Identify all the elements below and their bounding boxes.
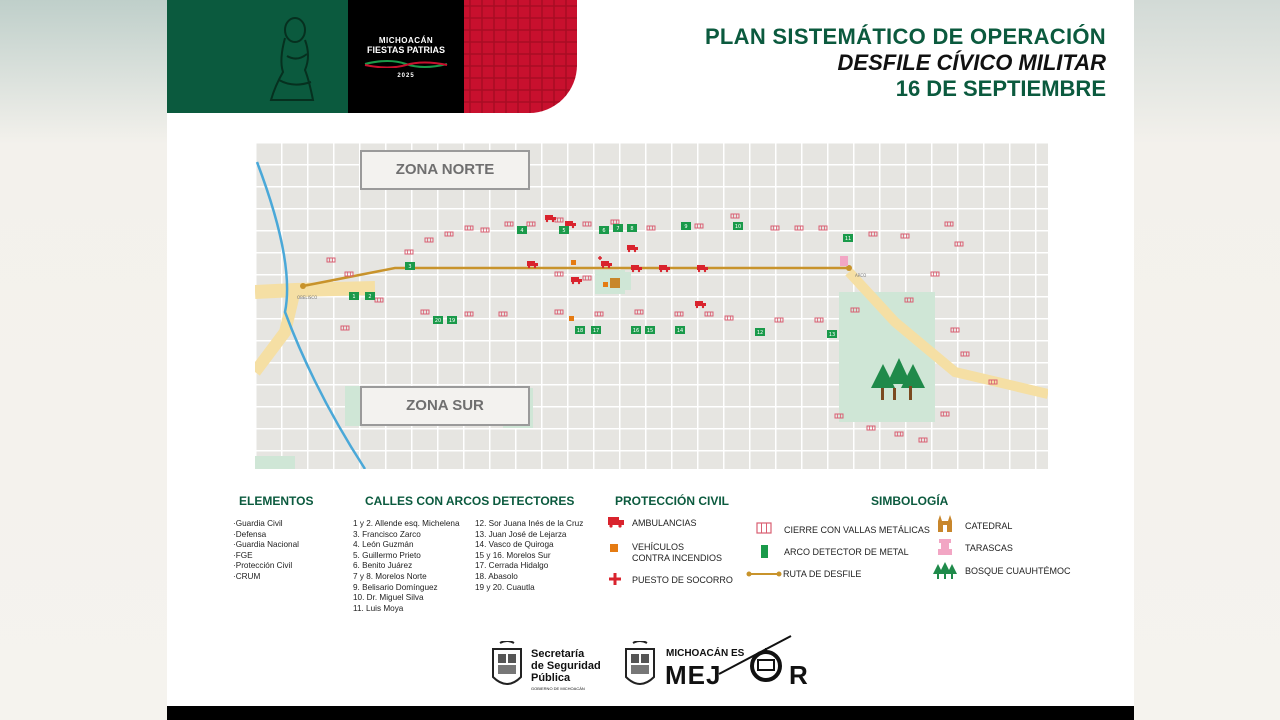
legend-elementos-item: ·CRUM	[233, 571, 261, 581]
legend-tarascas: TARASCAS	[965, 543, 1013, 553]
tarascas-marker-icon	[840, 256, 848, 266]
title-line3: 16 DE SEPTIEMBRE	[895, 76, 1106, 101]
detector-number: 16	[632, 328, 640, 334]
cable-car-icon	[715, 634, 793, 692]
legend-ruta: RUTA DE DESFILE	[783, 569, 862, 579]
legend-calles-col2	[475, 519, 583, 593]
infographic-card	[167, 0, 1134, 720]
legend-calles-title: CALLES CON ARCOS DETECTORES	[365, 494, 575, 508]
fiestas-patrias-logo	[359, 36, 453, 79]
detector-number: 5	[562, 228, 566, 234]
detector-marker	[405, 262, 415, 270]
legend-calle-item: 9. Belisario Domínguez	[353, 582, 438, 592]
bottom-bar	[167, 706, 1134, 720]
tarascas-icon	[935, 537, 955, 557]
legend-calle-item: 3. Francisco Zarco	[353, 529, 421, 539]
detector-number: 2	[368, 294, 372, 300]
fire-truck-marker-icon	[603, 282, 608, 287]
legend-elementos-item: ·Guardia Civil	[233, 519, 283, 528]
legend-bosque: BOSQUE CUAUHTÉMOC	[965, 566, 1071, 576]
legend-calle-item: 17. Cerrada Hidalgo	[475, 561, 549, 571]
mejor-text-left: MEJ	[665, 660, 722, 690]
detector-marker	[843, 234, 853, 242]
ambulance-icon	[607, 516, 625, 528]
detector-number: 11	[844, 236, 852, 242]
detector-marker	[575, 326, 585, 334]
legend-simbologia-title: SIMBOLOGÍA	[871, 494, 949, 508]
legend-elementos-list	[233, 519, 299, 583]
red-pattern-icon	[464, 0, 577, 113]
zone-south-label: ZONA SUR	[360, 386, 530, 426]
trees-icon	[933, 562, 957, 580]
detector-number: 18	[576, 328, 584, 334]
detector-marker	[591, 326, 601, 334]
legend-elementos-item: ·Protección Civil	[233, 561, 293, 571]
legend-calle-item: 6. Benito Juárez	[353, 561, 413, 571]
legend-arco: ARCO DETECTOR DE METAL	[784, 547, 909, 557]
legend-vehiculos-1: VEHÍCULOS	[632, 542, 685, 552]
title-block	[705, 24, 1106, 102]
detector-marker	[433, 316, 443, 324]
detector-number: 1	[352, 294, 356, 300]
michoacan-shield-icon	[490, 641, 524, 691]
legend-calle-item: 1 y 2. Allende esq. Michelena	[353, 519, 460, 528]
cathedral-marker-icon	[610, 278, 620, 288]
ssp-line3: Pública	[531, 672, 571, 684]
legend-calle-item: 18. Abasolo	[475, 571, 518, 581]
fire-truck-marker-icon	[571, 260, 576, 265]
title-line2: DESFILE CÍVICO MILITAR	[837, 50, 1106, 75]
detector-marker	[631, 326, 641, 334]
detector-marker	[755, 328, 765, 336]
detector-number: 7	[616, 226, 620, 232]
cathedral-icon	[935, 513, 955, 533]
legend-calle-item: 12. Sor Juana Inés de la Cruz	[475, 519, 584, 528]
ssp-gov: GOBIERNO DE MICHOACÁN	[531, 686, 585, 691]
first-aid-icon	[608, 572, 622, 586]
michoacan-shield-2-icon	[623, 641, 657, 691]
detector-number: 9	[684, 224, 688, 230]
detector-number: 4	[520, 228, 524, 234]
detector-number: 19	[448, 318, 456, 324]
header-green-panel	[167, 0, 348, 113]
legend-vehiculos-2: CONTRA INCENDIOS	[632, 553, 723, 563]
legend-calle-item: 11. Luis Moya	[353, 603, 404, 613]
detector-marker	[349, 292, 359, 300]
legend-ambulancias: AMBULANCIAS	[632, 518, 697, 528]
logo-line3: 2025	[397, 73, 415, 79]
legend-calles-col1	[353, 519, 460, 614]
legend-calle-item: 14. Vasco de Quiroga	[475, 540, 554, 550]
detector-number: 15	[646, 328, 654, 334]
detector-marker	[447, 316, 457, 324]
legend-elementos-item: ·Guardia Nacional	[233, 540, 299, 550]
detector-marker	[559, 226, 569, 234]
logo-ribbon-icon	[359, 60, 453, 68]
detector-number: 12	[756, 330, 764, 336]
legend-calle-item: 10. Dr. Miguel Silva	[353, 593, 424, 603]
detector-number: 17	[592, 328, 600, 334]
detector-marker	[627, 224, 637, 232]
detector-marker	[613, 224, 623, 232]
detector-marker	[675, 326, 685, 334]
legend-catedral: CATEDRAL	[965, 521, 1013, 531]
detector-marker	[645, 326, 655, 334]
legend-calle-item: 5. Guillermo Prieto	[353, 550, 421, 560]
legend-proteccion-title: PROTECCIÓN CIVIL	[615, 494, 730, 508]
legend-elementos-title: ELEMENTOS	[239, 494, 314, 508]
detector-number: 6	[602, 228, 606, 234]
right-blur-bg	[1134, 0, 1280, 720]
detector-marker	[827, 330, 837, 338]
logo-line2: FIESTAS PATRIAS	[366, 45, 445, 55]
legend-calle-item: 15 y 16. Morelos Sur	[475, 550, 551, 560]
left-blur-bg	[0, 0, 167, 720]
fire-truck-marker-icon	[569, 316, 574, 321]
detector-icon	[761, 545, 768, 558]
legend-cierre: CIERRE CON VALLAS METÁLICAS	[784, 525, 930, 535]
detector-marker	[681, 222, 691, 230]
detector-number: 10	[734, 224, 742, 230]
header-red-panel	[464, 0, 577, 113]
route-start-point	[300, 283, 306, 289]
detector-number: 8	[630, 226, 634, 232]
detector-number: 14	[676, 328, 684, 334]
route-icon	[746, 570, 782, 578]
logo-line1: MICHOACÁN	[378, 36, 434, 45]
statue-icon	[167, 0, 348, 113]
detector-number: 13	[828, 332, 836, 338]
route-end-label: ARCO	[855, 273, 867, 278]
legend-calle-item: 4. León Guzmán	[353, 540, 414, 550]
title-line1: PLAN SISTEMÁTICO DE OPERACIÓN	[704, 24, 1106, 49]
parade-route-map	[255, 142, 1048, 469]
legend-socorro: PUESTO DE SOCORRO	[632, 575, 733, 585]
route-start-label: OBELISCO	[297, 295, 318, 300]
legend-calle-item: 19 y 20. Cuautla	[475, 582, 535, 592]
fence-icon	[756, 522, 772, 534]
legend-calle-item: 13. Juan José de Lejarza	[475, 529, 567, 539]
detector-marker	[599, 226, 609, 234]
legend-calle-item: 7 y 8. Morelos Norte	[353, 571, 427, 581]
ssp-line2: de Seguridad	[531, 660, 601, 672]
detector-marker	[517, 226, 527, 234]
fire-truck-icon	[610, 544, 618, 552]
mich-es-text: MICHOACÁN ES	[666, 648, 745, 659]
detector-marker	[733, 222, 743, 230]
detector-number: 3	[408, 264, 412, 270]
mejor-text-right: R	[789, 660, 808, 690]
zone-north-label: ZONA NORTE	[360, 150, 530, 190]
detector-number: 20	[434, 318, 442, 324]
detector-marker	[365, 292, 375, 300]
legend-elementos-item: ·FGE	[233, 550, 253, 560]
legend-elementos-item: ·Defensa	[233, 529, 267, 539]
ssp-line1: Secretaría	[531, 648, 585, 660]
